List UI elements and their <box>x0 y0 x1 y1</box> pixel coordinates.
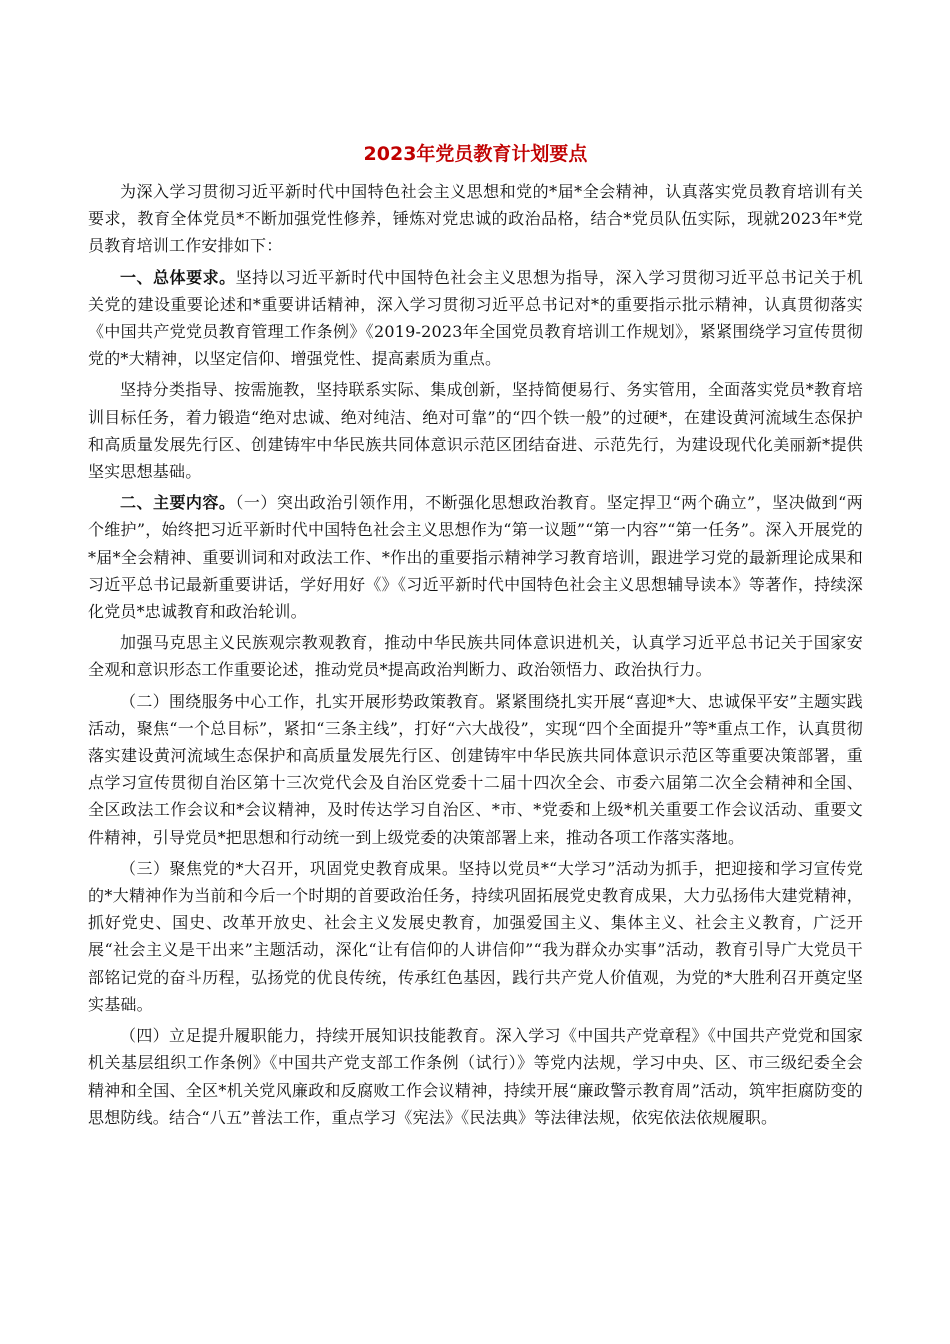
paragraph-text: 加强马克思主义民族观宗教观教育，推动中华民族共同体意识进机关，认真学习近平总书记关于国家安全观和意识形态工作重要论述，推动党员*提高政治判断力、政治领悟力、政治执行力。 <box>88 633 863 680</box>
paragraph-intro <box>88 178 863 260</box>
paragraph-main-content <box>88 489 863 625</box>
paragraph-text: （三）聚焦党的*大召开，巩固党史教育成果。坚持以党员*“大学习”活动为抓手，把迎接和学习宣传党的*大精神作为当前和今后一个时期的首要政治任务，持续巩固拓展党史教育成果，大力弘扬伟大建党精神，抓好党史、国史、改革开放史、社会主义发展史教育，加强爱国主义、集体主义、社会主义教育，广泛开展“社会主义是干出来”主题活动，深化“让有信仰的人讲信仰”“我为群众办实事”活动，教育引导广大党员干部铭记党的奋斗历程，弘扬党的优良传统，传承红色基因，践行共产党人价值观，为党的*大胜利召开奠定坚实基础。 <box>88 858 863 1014</box>
paragraph-text: 为深入学习贯彻习近平新时代中国特色社会主义思想和党的*届*全会精神，认真落实党员教育培训有关要求，教育全体党员*不断加强党性修养，锤炼对党忠诚的政治品格，结合*党员队伍实际，现就2023年*党员教育培训工作安排如下： <box>88 182 863 256</box>
document-title: 2023年党员教育计划要点 <box>363 143 588 165</box>
paragraph-text: （四）立足提升履职能力，持续开展知识技能教育。深入学习《中国共产党章程》《中国共产党党和国家机关基层组织工作条例》《中国共产党支部工作条例（试行）》等党内法规，学习中央、区、市三级纪委全会精神和全国、全区*机关党风廉政和反腐败工作会议精神，持续开展“廉政警示教育周”活动，筑牢拒腐防变的思想防线。结合“八五”普法工作，重点学习《宪法》《民法典》等法律法规，依宪依法依规履职。 <box>88 1026 863 1127</box>
paragraph-item-three <box>88 855 863 1018</box>
paragraph-item-two <box>88 688 863 851</box>
section-heading: 一、总体要求。 <box>120 267 236 287</box>
paragraph-text: 坚持以习近平新时代中国特色社会主义思想为指导，深入学习贯彻习近平总书记关于机关党的建设重要论述和*重要讲话精神，深入学习贯彻习近平总书记对*的重要指示批示精神，认真贯彻落实《中国共产党党员教育管理工作条例》《2019-2023年全国党员教育培训工作规划》，紧紧围绕学习宣传贯彻党的*大精神，以坚定信仰、增强党性、提高素质为重点。 <box>88 267 863 369</box>
paragraph-general-requirements <box>88 264 863 373</box>
paragraph-text: （二）围绕服务中心工作，扎实开展形势政策教育。紧紧围绕扎实开展“喜迎*大、忠诚保平安”主题实践活动，聚焦“一个总目标”，紧扣“三条主线”，打好“六大战役”，实现“四个全面提升”等*重点工作，认真贯彻落实建设黄河流域生态保护和高质量发展先行区、创建铸牢中华民族共同体意识示范区等重要决策部署，重点学习宣传贯彻自治区第十三次党代会及自治区党委十二届十四次全会、市委六届第二次全会精神和全国、全区政法工作会议和*会议精神，及时传达学习自治区、*市、*党委和上级*机关重要工作会议活动、重要文件精神，引导党员*把思想和行动统一到上级党委的决策部署上来，推动各项工作落实落地。 <box>88 691 863 847</box>
section-heading: 二、主要内容。 <box>120 493 236 513</box>
paragraph-guidance <box>88 376 863 485</box>
paragraph-ethnic-education <box>88 629 863 683</box>
paragraph-item-four <box>88 1022 863 1131</box>
paragraph-text: 坚持分类指导、按需施教，坚持联系实际、集成创新，坚持简便易行、务实管用，全面落实党员*教育培训目标任务，着力锻造“绝对忠诚、绝对纯洁、绝对可靠”的“四个铁一般”的过硬*，在建设黄河流域生态保护和高质量发展先行区、创建铸牢中华民族共同体意识示范区团结奋进、示范先行，为建设现代化美丽新*提供坚实思想基础。 <box>88 380 863 482</box>
document-page <box>88 140 863 1135</box>
paragraph-text: （一）突出政治引领作用，不断强化思想政治教育。坚定捍卫“两个确立”，坚决做到“两个维护”，始终把习近平新时代中国特色社会主义思想作为“第一议题”“第一内容”“第一任务”。深入开展党的*届*全会精神、重要训词和对政法工作、*作出的重要指示精神学习教育培训，跟进学习党的最新理论成果和习近平总书记最新重要讲话，学好用好《》《习近平新时代中国特色社会主义思想辅导读本》等著作，持续深化党员*忠诚教育和政治轮训。 <box>88 493 863 622</box>
